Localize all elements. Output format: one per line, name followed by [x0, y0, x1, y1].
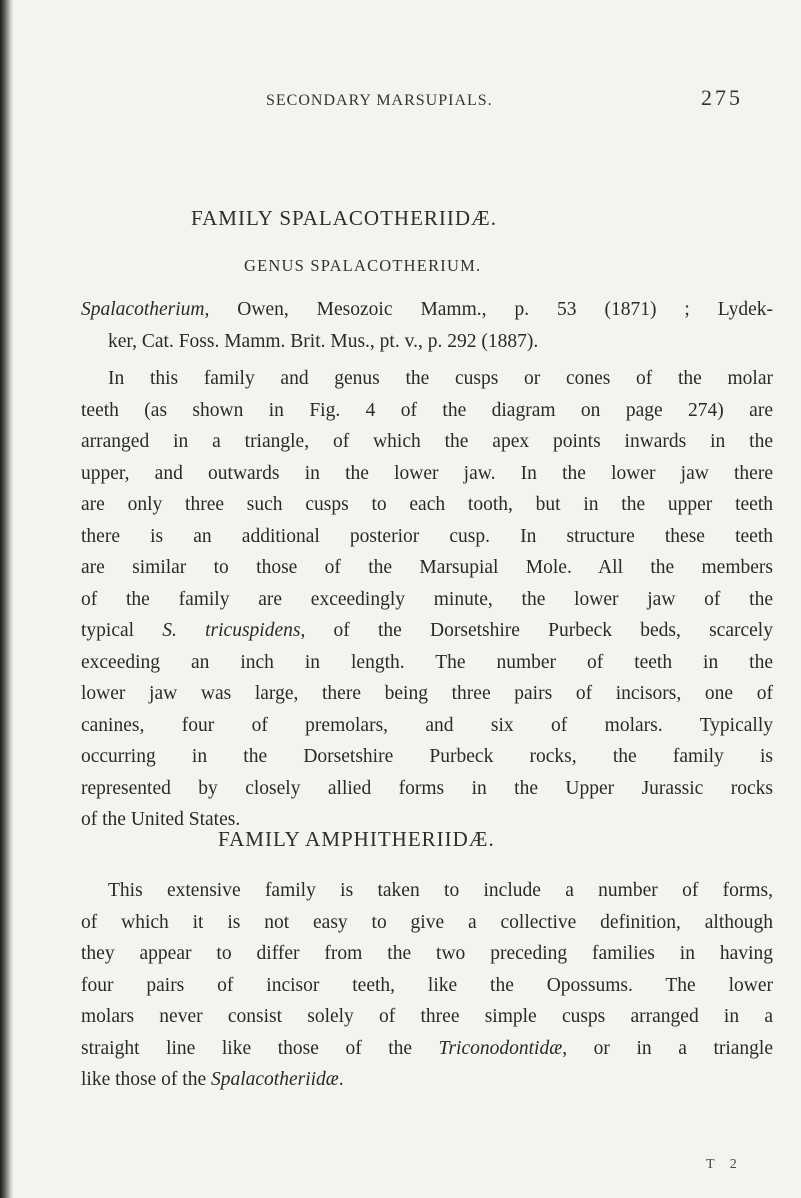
body-line-9-post: , of the Dorsetshire Purbeck beds, scarcely [300, 620, 773, 641]
body-line-6-post: , or in a triangle [562, 1037, 774, 1059]
family-name-italic: Spalacotheriidæ [210, 1069, 339, 1090]
body-line: are similar to those of the Marsupial Mole. All the members [81, 557, 773, 578]
genus-name-italic: Spalacotherium [81, 299, 205, 320]
body-line-7-pre: like those of the [81, 1069, 211, 1090]
body-line-6-pre: straight line like those of the [81, 1037, 439, 1059]
family-name-italic: Triconodontidæ [438, 1037, 563, 1059]
reference-line-1 [81, 294, 773, 326]
body-line: of the United States. [81, 809, 241, 830]
body-line: This extensive family is taken to include a number of forms, [108, 880, 773, 901]
running-head: SECONDARY MARSUPIALS. [266, 92, 493, 109]
amphitheriidae-description [81, 875, 773, 1096]
body-line: canines, four of premolars, and six of molars. Typically [81, 714, 773, 736]
body-line: are only three such cusps to each tooth, but in the upper teeth [81, 494, 773, 515]
body-line: In this family and genus the cusps or cones of the molar [108, 368, 773, 389]
family-heading-amphitheriidae: FAMILY AMPHITHERIIDÆ. [218, 827, 495, 851]
body-line: arranged in a triangle, of which the apex points inwards in the [81, 431, 773, 452]
body-line: there is an additional posterior cusp. In structure these teeth [81, 525, 773, 547]
body-line: upper, and outwards in the lower jaw. In the lower jaw there [81, 462, 773, 484]
page-number: 275 [701, 85, 743, 110]
binding-shadow [0, 0, 14, 1198]
body-line: molars never consist solely of three simple cusps arranged in a [81, 1006, 773, 1027]
body-line: occurring in the Dorsetshire Purbeck rocks, the family is [81, 746, 773, 767]
body-line: four pairs of incisor teeth, like the Opossums. The lower [81, 974, 773, 996]
body-line [81, 1033, 773, 1065]
body-line [81, 1064, 773, 1096]
body-line-7-post: . [338, 1069, 344, 1090]
signature-mark: T 2 [706, 1157, 743, 1172]
book-page [56, 0, 774, 1198]
reference-line-2: ker, Cat. Foss. Mamm. Brit. Mus., pt. v., p. 292 (1887). [108, 330, 539, 352]
spalacotheriidae-description [81, 363, 773, 836]
species-name-italic: S. tricuspidens [162, 620, 301, 641]
body-line-9-pre: typical [81, 620, 163, 641]
body-line: lower jaw was large, there being three pairs of incisors, one of [81, 683, 773, 704]
body-line: they appear to differ from the two preceding families in having [81, 943, 773, 964]
body-line: teeth (as shown in Fig. 4 of the diagram on page 274) are [81, 399, 773, 421]
body-line: of the family are exceedingly minute, the lower jaw of the [81, 588, 773, 610]
genus-reference [81, 294, 773, 357]
body-line: exceeding an inch in length. The number of teeth in the [81, 651, 773, 673]
body-line: of which it is not easy to give a collective definition, although [81, 911, 773, 933]
genus-heading-spalacotherium: GENUS SPALACOTHERIUM. [244, 256, 482, 275]
body-line [81, 615, 773, 647]
reference-line-1-rest: , Owen, Mesozoic Mamm., p. 53 (1871) ; Lydek- [204, 299, 773, 320]
body-line: represented by closely allied forms in the Upper Jurassic rocks [81, 777, 773, 799]
family-heading-spalacotheriidae: FAMILY SPALACOTHERIIDÆ. [191, 206, 497, 230]
